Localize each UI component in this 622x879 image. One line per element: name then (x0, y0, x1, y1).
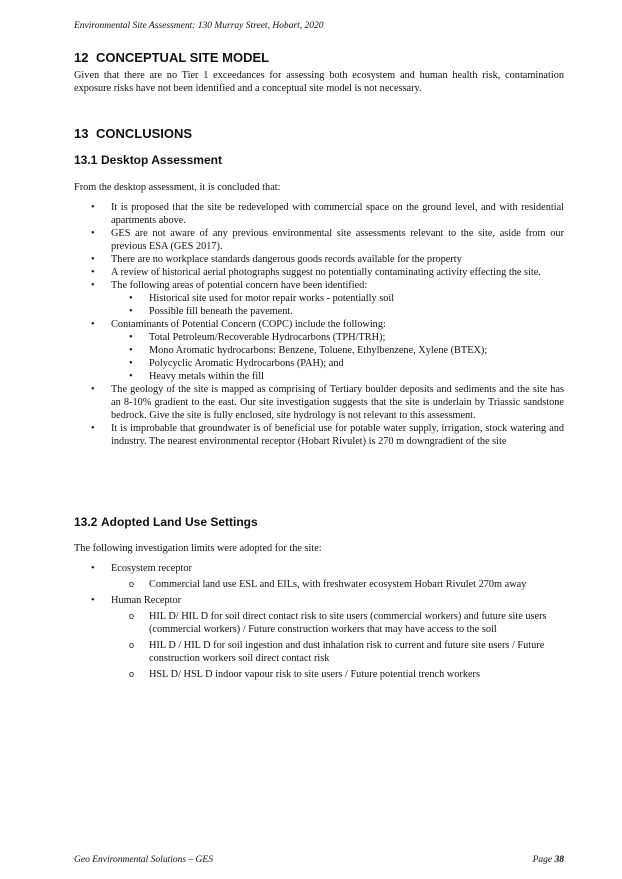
sub-list-item: o HIL D/ HIL D for soil direct contact risk to site users (commercial workers) and future site users (commercial workers) / Future construction workers that may have access to the soil (111, 610, 564, 636)
list-item: • GES are not aware of any previous environmental site assessments relevant to the site, aside from our previous ESA (GES 2017). (74, 227, 564, 253)
copc-list (111, 331, 564, 383)
list-item-text: Ecosystem receptor (111, 563, 192, 574)
ecosystem-receptor-list (111, 578, 564, 591)
sub-list-item: • Polycyclic Aromatic Hydrocarbons (PAH); and (111, 357, 564, 370)
section-number: 12 (74, 50, 89, 65)
list-item (74, 562, 564, 591)
areas-of-concern-list (111, 292, 564, 318)
section-13-1-heading (74, 153, 222, 167)
list-item: • The geology of the site is mapped as comprising of Tertiary boulder deposits and sediments and the site has an 8-10% gradient to the east. Our site investigation suggests that the site is underlain by Triassic sandstone bedrock. Give the site is fully enclosed, site hydrology is not relevant to this assessment. (74, 383, 564, 422)
sub-list-item: • Possible fill beneath the pavement. (111, 305, 564, 318)
sub-list-item: o Commercial land use ESL and EILs, with freshwater ecosystem Hobart Rivulet 270m away (111, 578, 564, 591)
list-item: • It is improbable that groundwater is of beneficial use for potable water supply, irrigation, stock watering and industry. The nearest environmental receptor (Hobart Rivulet) is 270 m downgradient of the site (74, 422, 564, 448)
page-number-value: 38 (554, 855, 564, 865)
human-receptor-list (111, 610, 564, 681)
list-item: • A review of historical aerial photographs suggest no potentially contaminating activity effecting the site. (74, 266, 564, 279)
list-item (74, 594, 564, 681)
desktop-conclusions-list (74, 201, 564, 448)
land-use-intro: The following investigation limits were adopted for the site: (74, 543, 322, 554)
page-number (533, 855, 564, 865)
sub-list-item: • Historical site used for motor repair works - potentially soil (111, 292, 564, 305)
section-number: 13 (74, 126, 89, 141)
sub-list-item: o HIL D / HIL D for soil ingestion and dust inhalation risk to current and future site users / Future construction workers soil direct contact risk (111, 639, 564, 665)
section-13-heading (74, 126, 192, 141)
sub-list-item: • Total Petroleum/Recoverable Hydrocarbons (TPH/TRH); (111, 331, 564, 344)
land-use-list (74, 562, 564, 684)
list-item (74, 279, 564, 318)
section-title: CONCEPTUAL SITE MODEL (96, 50, 270, 65)
list-item: • There are no workplace standards dangerous goods records available for the property (74, 253, 564, 266)
page-footer: Geo Environmental Solutions – GES (74, 855, 213, 865)
section-12-heading (74, 50, 269, 65)
sub-list-item: o HSL D/ HSL D indoor vapour risk to site users / Future potential trench workers (111, 668, 564, 681)
section-title: Adopted Land Use Settings (101, 515, 258, 529)
sub-list-item: • Mono Aromatic hydrocarbons: Benzene, Toluene, Ethylbenzene, Xylene (BTEX); (111, 344, 564, 357)
section-13-2-heading (74, 515, 258, 529)
sub-list-item: • Heavy metals within the fill (111, 370, 564, 383)
list-item-text: Human Receptor (111, 595, 182, 606)
page-header: Environmental Site Assessment: 130 Murray Street, Hobart, 2020 (74, 21, 324, 31)
list-item-text: The following areas of potential concern have been identified: (111, 280, 368, 291)
list-item (74, 318, 564, 383)
section-12-body: Given that there are no Tier 1 exceedances for assessing both ecosystem and human health risk, contamination exposure risks have not been identified and a conceptual site model is not necessary. (74, 70, 564, 94)
section-number: 13.2 (74, 515, 98, 529)
section-number: 13.1 (74, 153, 98, 167)
section-title: CONCLUSIONS (96, 126, 193, 141)
desktop-intro: From the desktop assessment, it is concluded that: (74, 182, 281, 193)
section-title: Desktop Assessment (101, 153, 222, 167)
page-label: Page (532, 855, 553, 865)
list-item: • It is proposed that the site be redeveloped with commercial space on the ground level, and with residential apartments above. (74, 201, 564, 227)
list-item-text: Contaminants of Potential Concern (COPC) include the following: (111, 319, 386, 330)
